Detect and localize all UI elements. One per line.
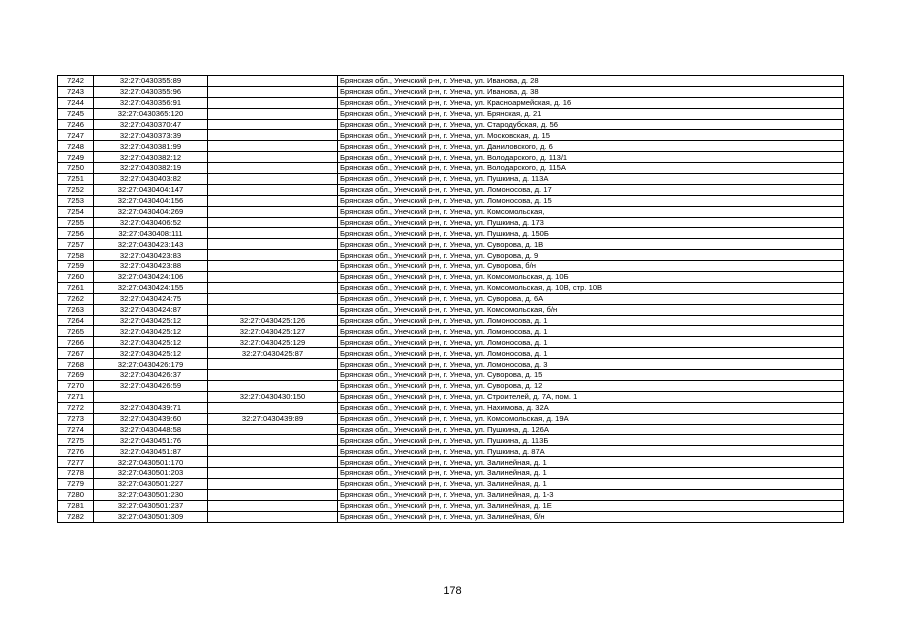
linked-cadastral-number-cell [208, 195, 338, 206]
row-number-cell: 7280 [58, 489, 94, 500]
row-number-cell: 7277 [58, 457, 94, 468]
row-number-cell: 7244 [58, 97, 94, 108]
table-row [58, 217, 844, 228]
linked-cadastral-number-cell [208, 282, 338, 293]
linked-cadastral-number-cell [208, 424, 338, 435]
address-cell: Брянская обл., Унечский р-н, г. Унеча, ул. Залинейная, д. 1-3 [338, 489, 844, 500]
linked-cadastral-number-cell [208, 304, 338, 315]
table-row [58, 228, 844, 239]
cadastral-number-cell: 32:27:0430501:170 [94, 457, 208, 468]
linked-cadastral-number-cell [208, 184, 338, 195]
row-number-cell: 7246 [58, 119, 94, 130]
linked-cadastral-number-cell [208, 119, 338, 130]
address-cell: Брянская обл., Унечский р-н, г. Унеча, ул. Пушкина, д. 113А [338, 174, 844, 185]
address-cell: Брянская обл., Унечский р-н, г. Унеча, ул. Володарского, д. 113/1 [338, 152, 844, 163]
cadastral-number-cell: 32:27:0430381:99 [94, 141, 208, 152]
cadastral-number-cell: 32:27:0430424:155 [94, 282, 208, 293]
cadastral-number-cell: 32:27:0430356:91 [94, 97, 208, 108]
address-cell: Брянская обл., Унечский р-н, г. Унеча, ул. Ломоносова, д. 1 [338, 315, 844, 326]
linked-cadastral-number-cell: 32:27:0430425:87 [208, 348, 338, 359]
cadastral-number-cell: 32:27:0430403:82 [94, 174, 208, 185]
row-number-cell: 7260 [58, 272, 94, 283]
address-cell: Брянская обл., Унечский р-н, г. Унеча, ул. Суворова, д. 6А [338, 293, 844, 304]
table-row [58, 380, 844, 391]
row-number-cell: 7281 [58, 500, 94, 511]
linked-cadastral-number-cell: 32:27:0430425:126 [208, 315, 338, 326]
cadastral-number-cell: 32:27:0430448:58 [94, 424, 208, 435]
row-number-cell: 7255 [58, 217, 94, 228]
table-row [58, 413, 844, 424]
row-number-cell: 7276 [58, 446, 94, 457]
cadastral-number-cell: 32:27:0430501:227 [94, 478, 208, 489]
cadastral-number-cell: 32:27:0430423:143 [94, 239, 208, 250]
row-number-cell: 7248 [58, 141, 94, 152]
linked-cadastral-number-cell [208, 435, 338, 446]
cadastral-number-cell: 32:27:0430439:71 [94, 402, 208, 413]
address-cell: Брянская обл., Унечский р-н, г. Унеча, ул. Комсомольская, [338, 206, 844, 217]
row-number-cell: 7245 [58, 108, 94, 119]
table-row [58, 457, 844, 468]
row-number-cell: 7250 [58, 163, 94, 174]
address-cell: Брянская обл., Унечский р-н, г. Унеча, ул. Строителей, д. 7А, пом. 1 [338, 391, 844, 402]
cadastral-number-cell: 32:27:0430355:89 [94, 76, 208, 87]
row-number-cell: 7242 [58, 76, 94, 87]
table-row [58, 359, 844, 370]
row-number-cell: 7265 [58, 326, 94, 337]
row-number-cell: 7272 [58, 402, 94, 413]
table-row [58, 511, 844, 522]
address-cell: Брянская обл., Унечский р-н, г. Унеча, ул. Залинейная, д. 1 [338, 468, 844, 479]
row-number-cell: 7253 [58, 195, 94, 206]
linked-cadastral-number-cell [208, 163, 338, 174]
row-number-cell: 7267 [58, 348, 94, 359]
cadastral-number-cell: 32:27:0430404:269 [94, 206, 208, 217]
address-cell: Брянская обл., Унечский р-н, г. Унеча, ул. Суворова, д. 15 [338, 370, 844, 381]
address-cell: Брянская обл., Унечский р-н, г. Унеча, ул. Залинейная, д. 1 [338, 457, 844, 468]
cadastral-number-cell: 32:27:0430426:37 [94, 370, 208, 381]
address-cell: Брянская обл., Унечский р-н, г. Унеча, ул. Ломоносова, д. 1 [338, 348, 844, 359]
linked-cadastral-number-cell: 32:27:0430430:150 [208, 391, 338, 402]
address-cell: Брянская обл., Унечский р-н, г. Унеча, ул. Иванова, д. 28 [338, 76, 844, 87]
cadastral-number-cell: 32:27:0430404:147 [94, 184, 208, 195]
address-cell: Брянская обл., Унечский р-н, г. Унеча, ул. Комсомольская, д. 10В, стр. 10В [338, 282, 844, 293]
table-row [58, 250, 844, 261]
table-row [58, 468, 844, 479]
linked-cadastral-number-cell [208, 217, 338, 228]
table-row [58, 130, 844, 141]
table-body [58, 76, 844, 523]
linked-cadastral-number-cell [208, 500, 338, 511]
table-row [58, 108, 844, 119]
cadastral-number-cell: 32:27:0430423:88 [94, 261, 208, 272]
table-row [58, 163, 844, 174]
table-row [58, 141, 844, 152]
row-number-cell: 7263 [58, 304, 94, 315]
row-number-cell: 7271 [58, 391, 94, 402]
linked-cadastral-number-cell [208, 489, 338, 500]
address-cell: Брянская обл., Унечский р-н, г. Унеча, ул. Залинейная, б/н [338, 511, 844, 522]
row-number-cell: 7252 [58, 184, 94, 195]
table-row [58, 402, 844, 413]
address-cell: Брянская обл., Унечский р-н, г. Унеча, ул. Ломоносова, д. 17 [338, 184, 844, 195]
table-row [58, 206, 844, 217]
table-row [58, 239, 844, 250]
linked-cadastral-number-cell [208, 272, 338, 283]
table-row [58, 446, 844, 457]
address-cell: Брянская обл., Унечский р-н, г. Унеча, ул. Ломоносова, д. 3 [338, 359, 844, 370]
cadastral-number-cell: 32:27:0430451:87 [94, 446, 208, 457]
table-row [58, 370, 844, 381]
row-number-cell: 7258 [58, 250, 94, 261]
row-number-cell: 7270 [58, 380, 94, 391]
linked-cadastral-number-cell [208, 86, 338, 97]
address-cell: Брянская обл., Унечский р-н, г. Унеча, ул. Суворова, д. 12 [338, 380, 844, 391]
address-cell: Брянская обл., Унечский р-н, г. Унеча, ул. Комсомольская, д. 19А [338, 413, 844, 424]
linked-cadastral-number-cell [208, 108, 338, 119]
address-cell: Брянская обл., Унечский р-н, г. Унеча, ул. Пушкина, д. 87А [338, 446, 844, 457]
linked-cadastral-number-cell [208, 370, 338, 381]
table-row [58, 282, 844, 293]
row-number-cell: 7266 [58, 337, 94, 348]
linked-cadastral-number-cell [208, 380, 338, 391]
row-number-cell: 7257 [58, 239, 94, 250]
table-row [58, 478, 844, 489]
linked-cadastral-number-cell [208, 130, 338, 141]
address-cell: Брянская обл., Унечский р-н, г. Унеча, ул. Суворова, д. 9 [338, 250, 844, 261]
address-cell: Брянская обл., Унечский р-н, г. Унеча, ул. Нахимова, д. 32А [338, 402, 844, 413]
cadastral-number-cell: 32:27:0430451:76 [94, 435, 208, 446]
cadastral-number-cell: 32:27:0430425:12 [94, 337, 208, 348]
address-cell: Брянская обл., Унечский р-н, г. Унеча, ул. Комсомольская, б/н [338, 304, 844, 315]
row-number-cell: 7269 [58, 370, 94, 381]
cadastral-number-cell: 32:27:0430425:12 [94, 315, 208, 326]
table-row [58, 435, 844, 446]
table-row [58, 119, 844, 130]
table-row [58, 97, 844, 108]
property-table [57, 75, 844, 523]
address-cell: Брянская обл., Унечский р-н, г. Унеча, ул. Брянская, д. 21 [338, 108, 844, 119]
linked-cadastral-number-cell [208, 261, 338, 272]
row-number-cell: 7261 [58, 282, 94, 293]
linked-cadastral-number-cell [208, 97, 338, 108]
table-row [58, 152, 844, 163]
cadastral-number-cell: 32:27:0430365:120 [94, 108, 208, 119]
table-row [58, 184, 844, 195]
table-row [58, 489, 844, 500]
table-row [58, 195, 844, 206]
table-row [58, 424, 844, 435]
row-number-cell: 7249 [58, 152, 94, 163]
row-number-cell: 7251 [58, 174, 94, 185]
cadastral-number-cell: 32:27:0430424:87 [94, 304, 208, 315]
linked-cadastral-number-cell [208, 76, 338, 87]
linked-cadastral-number-cell [208, 152, 338, 163]
table-row [58, 261, 844, 272]
linked-cadastral-number-cell [208, 478, 338, 489]
table-row [58, 86, 844, 97]
address-cell: Брянская обл., Унечский р-н, г. Унеча, ул. Пушкина, д. 150Б [338, 228, 844, 239]
row-number-cell: 7278 [58, 468, 94, 479]
page-number: 178 [443, 585, 462, 597]
row-number-cell: 7264 [58, 315, 94, 326]
row-number-cell: 7247 [58, 130, 94, 141]
table-row [58, 272, 844, 283]
linked-cadastral-number-cell [208, 359, 338, 370]
linked-cadastral-number-cell [208, 457, 338, 468]
linked-cadastral-number-cell [208, 468, 338, 479]
address-cell: Брянская обл., Унечский р-н, г. Унеча, ул. Суворова, д. 1В [338, 239, 844, 250]
table-row [58, 293, 844, 304]
cadastral-number-cell: 32:27:0430425:12 [94, 348, 208, 359]
cadastral-number-cell: 32:27:0430370:47 [94, 119, 208, 130]
cadastral-number-cell: 32:27:0430424:106 [94, 272, 208, 283]
address-cell: Брянская обл., Унечский р-н, г. Унеча, ул. Комсомольская, д. 10Б [338, 272, 844, 283]
cadastral-number-cell: 32:27:0430404:156 [94, 195, 208, 206]
address-cell: Брянская обл., Унечский р-н, г. Унеча, ул. Иванова, д. 38 [338, 86, 844, 97]
cadastral-number-cell: 32:27:0430424:75 [94, 293, 208, 304]
table-row [58, 348, 844, 359]
address-cell: Брянская обл., Унечский р-н, г. Унеча, ул. Ломоносова, д. 1 [338, 337, 844, 348]
address-cell: Брянская обл., Унечский р-н, г. Унеча, ул. Ломоносова, д. 15 [338, 195, 844, 206]
linked-cadastral-number-cell [208, 206, 338, 217]
linked-cadastral-number-cell [208, 250, 338, 261]
row-number-cell: 7279 [58, 478, 94, 489]
address-cell: Брянская обл., Унечский р-н, г. Унеча, ул. Суворова, б/н [338, 261, 844, 272]
row-number-cell: 7259 [58, 261, 94, 272]
cadastral-number-cell: 32:27:0430426:59 [94, 380, 208, 391]
linked-cadastral-number-cell [208, 239, 338, 250]
address-cell: Брянская обл., Унечский р-н, г. Унеча, ул. Стародубская, д. 56 [338, 119, 844, 130]
cadastral-number-cell: 32:27:0430408:111 [94, 228, 208, 239]
row-number-cell: 7254 [58, 206, 94, 217]
row-number-cell: 7273 [58, 413, 94, 424]
cadastral-number-cell: 32:27:0430501:230 [94, 489, 208, 500]
cadastral-number-cell: 32:27:0430382:19 [94, 163, 208, 174]
address-cell: Брянская обл., Унечский р-н, г. Унеча, ул. Пушкина, д. 173 [338, 217, 844, 228]
cadastral-number-cell: 32:27:0430423:83 [94, 250, 208, 261]
cadastral-number-cell: 32:27:0430373:39 [94, 130, 208, 141]
cadastral-number-cell: 32:27:0430501:237 [94, 500, 208, 511]
address-cell: Брянская обл., Унечский р-н, г. Унеча, ул. Володарского, д. 115А [338, 163, 844, 174]
linked-cadastral-number-cell [208, 228, 338, 239]
linked-cadastral-number-cell [208, 141, 338, 152]
cadastral-number-cell: 32:27:0430501:309 [94, 511, 208, 522]
row-number-cell: 7262 [58, 293, 94, 304]
row-number-cell: 7274 [58, 424, 94, 435]
linked-cadastral-number-cell [208, 402, 338, 413]
row-number-cell: 7256 [58, 228, 94, 239]
table-row [58, 500, 844, 511]
address-cell: Брянская обл., Унечский р-н, г. Унеча, ул. Ломоносова, д. 1 [338, 326, 844, 337]
cadastral-number-cell: 32:27:0430501:203 [94, 468, 208, 479]
cadastral-number-cell: 32:27:0430426:179 [94, 359, 208, 370]
address-cell: Брянская обл., Унечский р-н, г. Унеча, ул. Залинейная, д. 1 [338, 478, 844, 489]
linked-cadastral-number-cell [208, 446, 338, 457]
address-cell: Брянская обл., Унечский р-н, г. Унеча, ул. Красноармейская, д. 16 [338, 97, 844, 108]
address-cell: Брянская обл., Унечский р-н, г. Унеча, ул. Залинейная, д. 1Е [338, 500, 844, 511]
linked-cadastral-number-cell [208, 293, 338, 304]
table-row [58, 76, 844, 87]
table-row [58, 391, 844, 402]
table-row [58, 315, 844, 326]
table-row [58, 174, 844, 185]
linked-cadastral-number-cell [208, 511, 338, 522]
table-row [58, 326, 844, 337]
row-number-cell: 7268 [58, 359, 94, 370]
row-number-cell: 7275 [58, 435, 94, 446]
cadastral-number-cell: 32:27:0430439:60 [94, 413, 208, 424]
table-row [58, 304, 844, 315]
linked-cadastral-number-cell: 32:27:0430425:127 [208, 326, 338, 337]
cadastral-number-cell: 32:27:0430355:96 [94, 86, 208, 97]
address-cell: Брянская обл., Унечский р-н, г. Унеча, ул. Пушкина, д. 113Б [338, 435, 844, 446]
cadastral-number-cell: 32:27:0430406:52 [94, 217, 208, 228]
address-cell: Брянская обл., Унечский р-н, г. Унеча, ул. Даниловского, д. 6 [338, 141, 844, 152]
linked-cadastral-number-cell: 32:27:0430425:129 [208, 337, 338, 348]
address-cell: Брянская обл., Унечский р-н, г. Унеча, ул. Московская, д. 15 [338, 130, 844, 141]
linked-cadastral-number-cell [208, 174, 338, 185]
cadastral-number-cell: 32:27:0430382:12 [94, 152, 208, 163]
cadastral-number-cell [94, 391, 208, 402]
linked-cadastral-number-cell: 32:27:0430439:89 [208, 413, 338, 424]
row-number-cell: 7243 [58, 86, 94, 97]
address-cell: Брянская обл., Унечский р-н, г. Унеча, ул. Пушкина, д. 126А [338, 424, 844, 435]
cadastral-number-cell: 32:27:0430425:12 [94, 326, 208, 337]
row-number-cell: 7282 [58, 511, 94, 522]
table-row [58, 337, 844, 348]
